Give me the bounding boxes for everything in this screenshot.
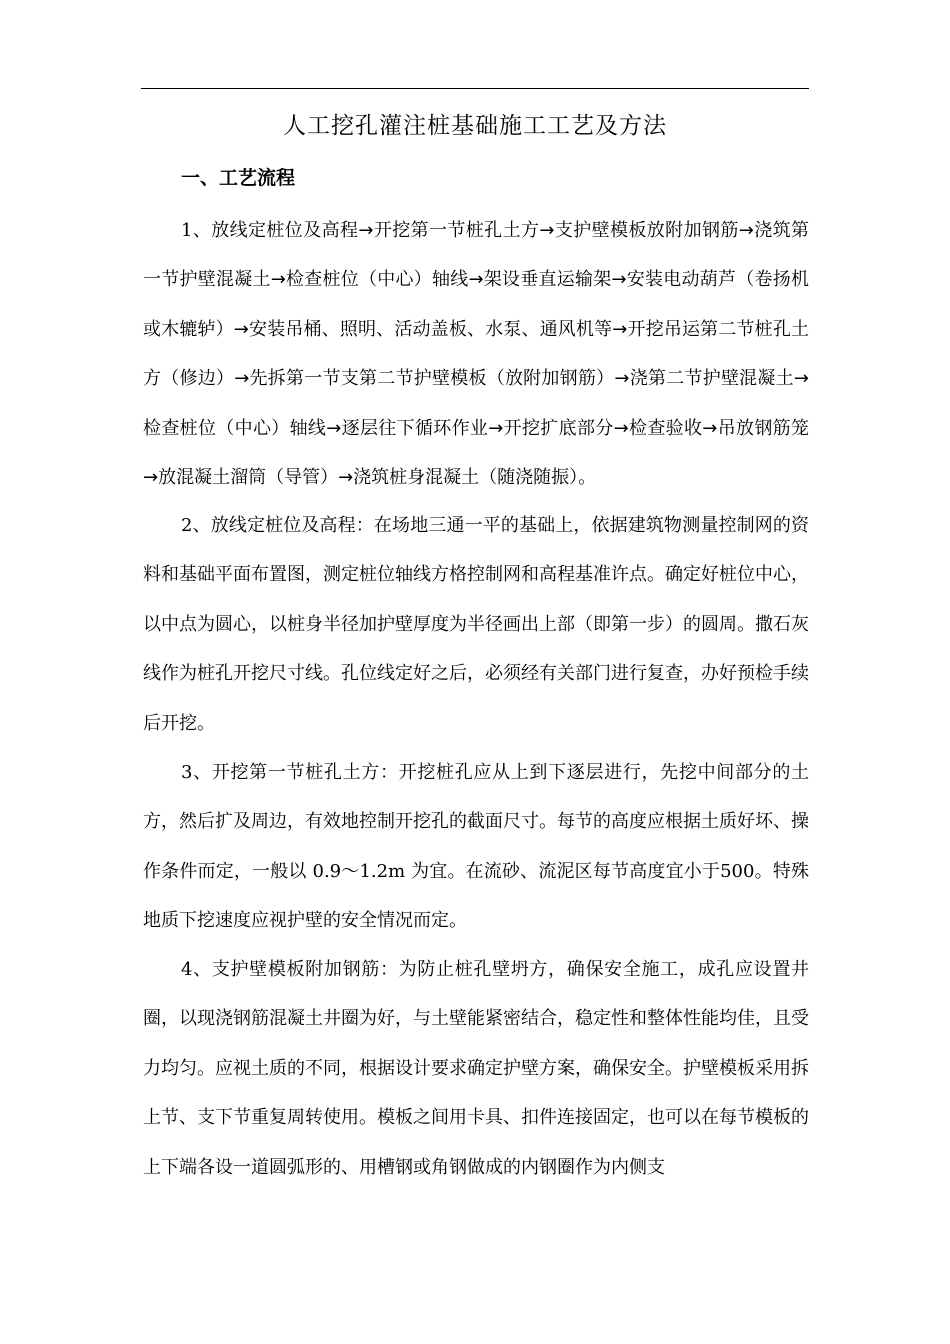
paragraph-2 [143,501,809,748]
paragraph-4 [143,945,809,1192]
paragraph-1 [143,206,809,502]
document-title: 人工挖孔灌注桩基础施工工艺及方法 [283,113,667,139]
paragraph-text: 为宜。在流砂、流泥区每节高度宜小于 [405,860,721,882]
paragraph-text: 、开挖第一节桩孔土方：开挖桩孔应从上到下逐层进行，先挖中间部分的土方，然后扩及周边，有效地控制开挖孔的截面尺寸。每节的高度应根据土质好坏、操作条件而定，一般以 [143,762,809,882]
paragraph-number: 1 [181,220,193,241]
paragraph-text: 、支护壁模板附加钢筋：为防止桩孔壁坍方，确保安全施工，成孔应设置井圈，以现浇钢筋混凝土井圈为好，与土壁能紧密结合，稳定性和整体性能均佳，且受力均匀。应视土质的不同，根据设计要求确定护壁方案，确保安全。护壁模板采用拆上节、支下节重复周转使用。模板之间用卡具、扣件连接固定，也可以在每节模板的上下端各设一道圆弧形的、用槽钢或角钢做成的内钢圈作为内侧支 [143,959,809,1178]
header-rule [141,88,809,89]
paragraph-text: 、放线定桩位及高程：在场地三通一平的基础上，依据建筑物测量控制网的资料和基础平面布置图，测定桩位轴线方格控制网和高程基准许点。确定好桩位中心，以中点为圆心，以桩身半径加护壁厚度为半径画出上部（即第一步）的圆周。撒石灰线作为桩孔开挖尺寸线。孔位线定好之后，必须经有关部门进行复查，办好预检手续后开挖。 [143,515,809,734]
paragraph-text: 。特殊地质下挖速度应视护壁的安全情况而定。 [143,860,809,932]
paragraph-3 [143,748,809,946]
paragraph-number: 4 [181,959,193,980]
paragraph-number: 3 [181,762,193,783]
paragraph-text: 、放线定桩位及高程→开挖第一节桩孔土方→支护壁模板放附加钢筋→浇筑第一节护壁混凝土→检查桩位（中心）轴线→架设垂直运输架→安装电动葫芦（卷扬机或木辘轳）→安装吊桶、照明、活动盖板、水泵、通风机等→开挖吊运第二节桩孔土方（修边）→先拆第一节支第二节护壁模板（放附加钢筋）→浇第二节护壁混凝土→检查桩位（中心）轴线→逐层往下循环作业→开挖扩底部分→检查验收→吊放钢筋笼→放混凝土溜筒（导管）→浇筑桩身混凝土（随浇随振）。 [143,220,809,489]
paragraph-number: 2 [181,515,193,536]
section-heading: 一、工艺流程 [181,167,296,189]
height-limit-value: 500 [720,860,755,882]
height-range: 0.9～1.2m [312,860,406,882]
